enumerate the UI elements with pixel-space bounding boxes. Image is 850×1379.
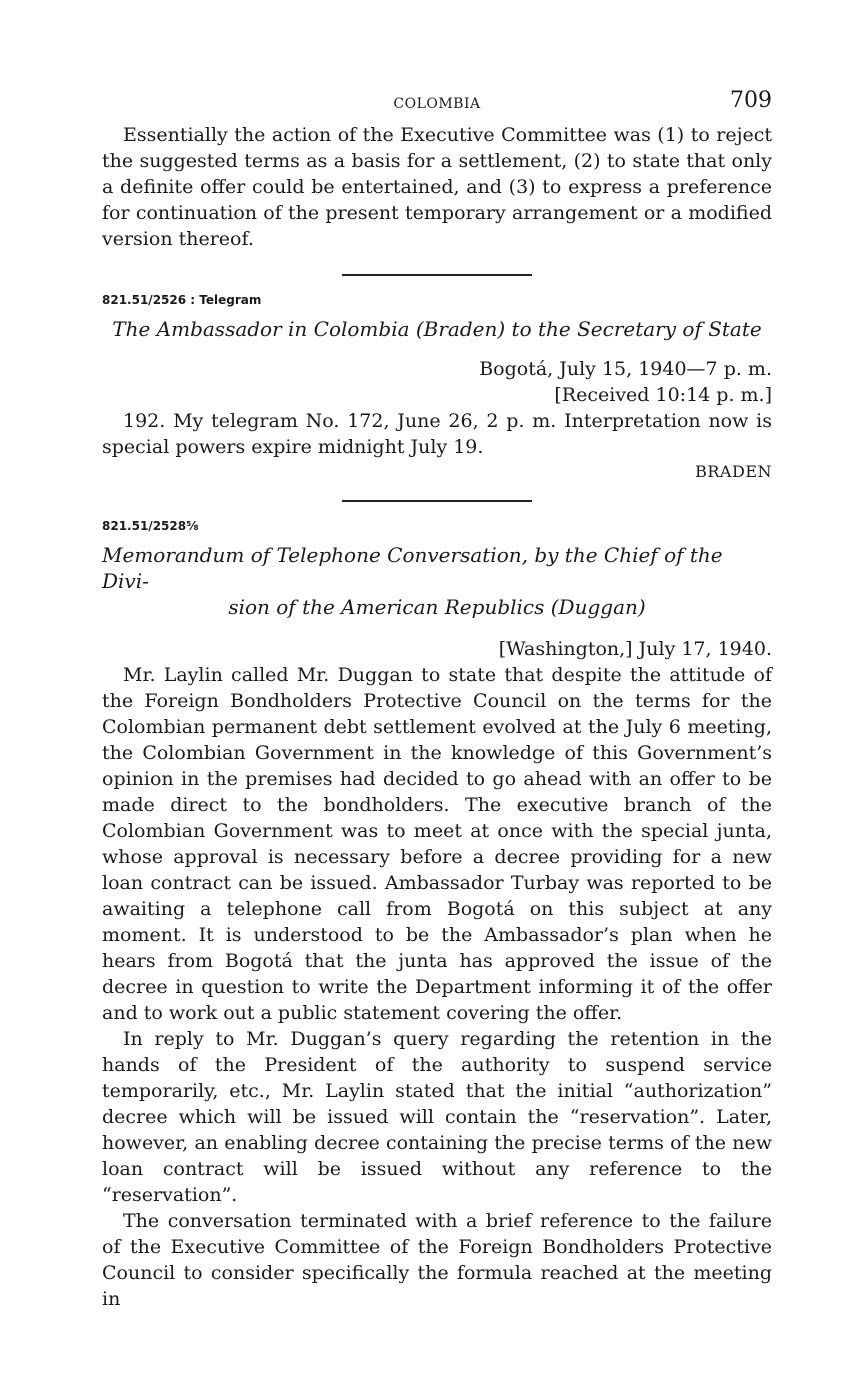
memorandum-title-line-1: Memorandum of Telephone Conversation, by the Chief of the Divi- [102,543,723,593]
memorandum-dateline: [Washington,] July 17, 1940. [498,638,772,660]
memorandum-paragraph: The conversation terminated with a brief reference to the failure of the Executive Committee of the Foreign Bondholders Protective Council to consider specifically the formula reached at the meeting in [102,1210,772,1310]
telegram-title: The Ambassador in Colombia (Braden) to the Secretary of State [112,317,762,341]
memorandum-title-line-2: sion of the American Republics (Duggan) [228,595,646,619]
telegram-body: 192. My telegram No. 172, June 26, 2 p. m. Interpretation now is special powers expire midnight July 19. [102,410,772,458]
memorandum-file-number: 821.51/2528⅝ [102,519,199,533]
telegram-dateline: Bogotá, July 15, 1940—7 p. m. [479,358,772,380]
telegram-file-number: 821.51/2526 : Telegram [102,293,262,307]
page-number: 709 [730,88,772,113]
intro-paragraph: Essentially the action of the Executive Committee was (1) to reject the suggested terms as a basis for a settlement, (2) to state that only a definite offer could be entertained, and (3) to express a preference for continuation of the present temporary arrangement or a modified version thereof. [102,124,772,250]
running-head [102,88,772,122]
memorandum-paragraph: Mr. Laylin called Mr. Duggan to state that despite the attitude of the Foreign Bondholders Protective Council on the terms for the Colombian permanent debt settlement evolved at the July 6 meeting, the Colombian Government in the knowledge of this Government’s opinion in the premises had decided to go ahead with an offer to be made direct to the bondholders. The executive branch of the Colombian Government was to meet at once with the special junta, whose approval is necessary before a decree providing for a new loan contract can be issued. Ambassador Turbay was reported to be awaiting a telephone call from Bogotá on this subject at any moment. It is understood to be the Ambassador’s plan when he hears from Bogotá that the junta has approved the issue of the decree in question to write the Department informing it of the offer and to work out a public statement covering the offer. [102,664,772,1024]
telegram-received: [Received 10:14 p. m.] [554,384,772,406]
document-page [102,88,772,1312]
running-title: COLOMBIA [393,96,481,112]
memorandum-paragraph: In reply to Mr. Duggan’s query regarding the retention in the hands of the President of the authority to suspend service temporarily, etc., Mr. Laylin stated that the initial “authorization” decree which will be issued will contain the “reservation”. Later, however, an enabling decree containing the precise terms of the new loan contract will be issued without any reference to the “reservation”. [102,1028,772,1206]
telegram-signature: BRADEN [695,462,772,481]
